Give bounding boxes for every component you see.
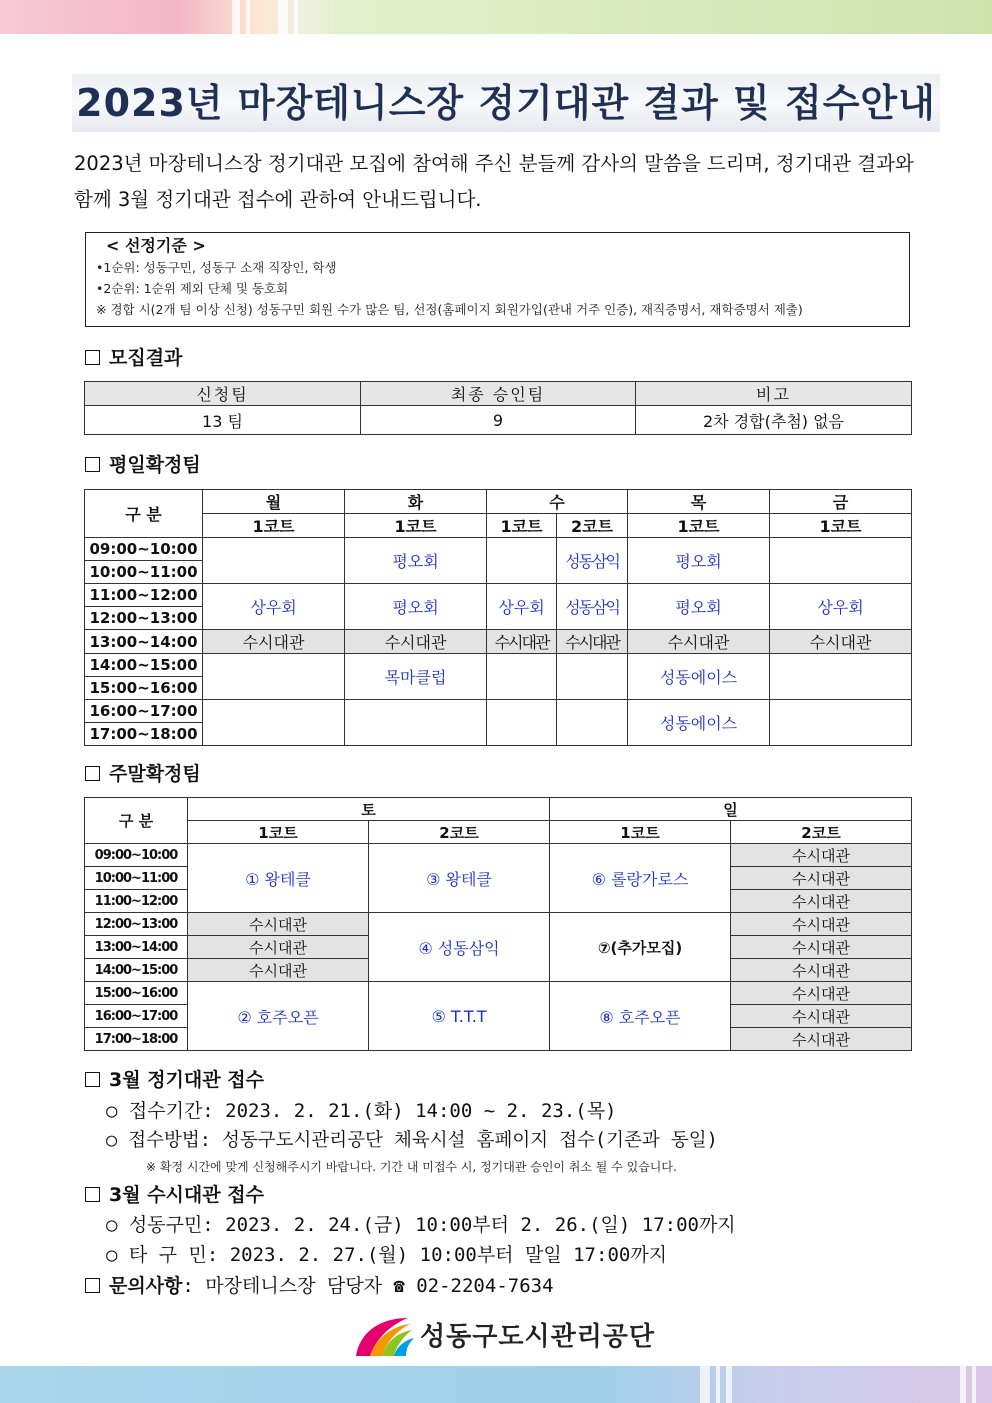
table-header: 신청팀 <box>85 382 361 406</box>
section-recruit-heading: 모집결과 <box>85 343 182 370</box>
day-header: 일 <box>550 798 912 821</box>
open-rental-cell: 수시대관 <box>731 844 912 867</box>
day-header: 화 <box>345 490 487 514</box>
open-rental-cell: 수시대관 <box>731 1028 912 1051</box>
regular-method-line: ○ 접수방법: 성동구도시관리공단 체육시설 홈페이지 접수(기존과 동일) <box>106 1130 718 1151</box>
team-cell: 성동에이스 <box>628 654 770 700</box>
team-cell: 평오회 <box>345 538 487 584</box>
court-header: 1코트 <box>203 514 345 538</box>
weekday-schedule-table <box>84 489 912 746</box>
selection-criteria-box <box>85 232 910 327</box>
time-cell: 15:00~16:00 <box>85 982 188 1005</box>
time-cell: 15:00~16:00 <box>85 677 203 700</box>
court-header: 1코트 <box>628 514 770 538</box>
team-cell: 성동삼익 <box>557 584 628 630</box>
open-rental-cell: 수시대관 <box>731 913 912 936</box>
court-header: 2코트 <box>369 821 550 844</box>
court-header: 1코트 <box>770 514 912 538</box>
time-cell: 16:00~17:00 <box>85 700 203 723</box>
open-resident-line: ○ 성동구민: 2023. 2. 24.(금) 10:00부터 2. 26.(일) 17:00까지 <box>106 1214 736 1236</box>
criteria-line: •2순위: 1순위 제외 단체 및 동호회 <box>96 281 289 296</box>
open-rental-cell: 수시대관 <box>345 630 487 654</box>
team-cell: ② 호주오픈 <box>188 982 369 1051</box>
open-rental-cell: 수시대관 <box>487 630 557 654</box>
checkbox-square-icon <box>85 1278 100 1293</box>
time-cell: 17:00~18:00 <box>85 723 203 746</box>
empty-cell <box>557 700 628 746</box>
table-header: 최종 승인팀 <box>361 382 636 406</box>
org-logo-text: 성동구도시관리공단 <box>420 1322 656 1352</box>
bottom-decorative-band <box>0 1366 992 1403</box>
open-rental-cell: 수시대관 <box>188 959 369 982</box>
team-cell: ⑥ 롤랑가로스 <box>550 844 731 913</box>
time-cell: 10:00~11:00 <box>85 867 188 890</box>
open-other-line: ○ 타 구 민: 2023. 2. 27.(월) 10:00부터 말일 17:00까지 <box>106 1244 668 1266</box>
table-corner: 구 분 <box>85 490 203 538</box>
team-cell: 성동삼익 <box>557 538 628 584</box>
team-cell: ⑧ 호주오픈 <box>550 982 731 1051</box>
court-header: 1코트 <box>345 514 487 538</box>
time-cell: 09:00~10:00 <box>85 538 203 561</box>
time-cell: 12:00~13:00 <box>85 607 203 630</box>
empty-cell <box>770 538 912 584</box>
time-cell: 14:00~15:00 <box>85 654 203 677</box>
team-cell: 성동에이스 <box>628 700 770 746</box>
contact-text: : 마장테니스장 담당자 ☎ 02-2204-7634 <box>182 1275 554 1297</box>
time-cell: 11:00~12:00 <box>85 890 188 913</box>
empty-cell <box>557 654 628 700</box>
time-cell: 17:00~18:00 <box>85 1028 188 1051</box>
open-rental-cell: 수시대관 <box>731 890 912 913</box>
empty-cell <box>487 538 557 584</box>
open-rental-cell: 수시대관 <box>731 867 912 890</box>
contact-heading: 문의사항 <box>109 1275 183 1297</box>
checkbox-square-icon <box>85 457 100 472</box>
day-header: 월 <box>203 490 345 514</box>
team-cell: ③ 왕테클 <box>369 844 550 913</box>
criteria-line: ※ 경합 시(2개 팀 이상 신청) 성동구민 회원 수가 많은 팀, 선정(홈페이지 회원가입(관내 거주 인증), 재직증명서, 재학증명서 제출) <box>96 302 803 317</box>
court-header: 1코트 <box>550 821 731 844</box>
team-cell: 상우회 <box>487 584 557 630</box>
empty-cell <box>203 654 345 700</box>
table-cell: 9 <box>361 406 636 435</box>
open-rental-cell: 수시대관 <box>628 630 770 654</box>
day-header: 목 <box>628 490 770 514</box>
time-cell: 13:00~14:00 <box>85 936 188 959</box>
time-cell: 14:00~15:00 <box>85 959 188 982</box>
table-cell: 2차 경합(추첨) 없음 <box>636 406 912 435</box>
criteria-heading: < 선정기준 > <box>106 236 206 255</box>
section-march-open-heading: 3월 수시대관 접수 <box>85 1180 264 1207</box>
team-cell: 평오회 <box>345 584 487 630</box>
empty-cell <box>345 700 487 746</box>
team-cell: ⑦(추가모집) <box>550 913 731 982</box>
day-header: 토 <box>188 798 550 821</box>
open-rental-cell: 수시대관 <box>731 959 912 982</box>
checkbox-square-icon <box>85 1072 100 1087</box>
team-cell: 평오회 <box>628 538 770 584</box>
time-cell: 10:00~11:00 <box>85 561 203 584</box>
court-header: 1코트 <box>188 821 369 844</box>
court-header: 2코트 <box>731 821 912 844</box>
day-header: 금 <box>770 490 912 514</box>
team-cell: 평오회 <box>628 584 770 630</box>
empty-cell <box>203 700 345 746</box>
empty-cell <box>487 654 557 700</box>
empty-cell <box>770 654 912 700</box>
regular-period-line: ○ 접수기간: 2023. 2. 21.(화) 14:00 ~ 2. 23.(목) <box>106 1100 617 1122</box>
table-cell: 13 팀 <box>85 406 361 435</box>
weekend-schedule-table <box>84 797 912 1051</box>
section-weekend-heading: 주말확정팀 <box>85 759 201 786</box>
open-rental-cell: 수시대관 <box>731 1005 912 1028</box>
team-cell: ① 왕테클 <box>188 844 369 913</box>
recruit-result-table <box>84 381 912 435</box>
checkbox-square-icon <box>85 350 100 365</box>
checkbox-square-icon <box>85 766 100 781</box>
open-rental-cell: 수시대관 <box>188 913 369 936</box>
criteria-line: •1순위: 성동구민, 성동구 소재 직장인, 학생 <box>96 260 337 275</box>
open-rental-cell: 수시대관 <box>203 630 345 654</box>
team-cell: 상우회 <box>203 584 345 630</box>
top-decorative-band <box>0 0 992 34</box>
time-cell: 11:00~12:00 <box>85 584 203 607</box>
table-corner: 구 분 <box>85 798 188 844</box>
page-title: 2023년 마장테니스장 정기대관 결과 및 접수안내 <box>72 74 940 132</box>
open-rental-cell: 수시대관 <box>188 936 369 959</box>
section-march-regular-heading: 3월 정기대관 접수 <box>85 1065 264 1092</box>
empty-cell <box>770 700 912 746</box>
court-header: 2코트 <box>557 514 628 538</box>
team-cell: 상우회 <box>770 584 912 630</box>
open-rental-cell: 수시대관 <box>557 630 628 654</box>
section-contact <box>85 1271 554 1298</box>
empty-cell <box>203 538 345 584</box>
empty-cell <box>487 700 557 746</box>
checkbox-square-icon <box>85 1187 100 1202</box>
team-cell: ⑤ T.T.T <box>369 982 550 1051</box>
time-cell: 12:00~13:00 <box>85 913 188 936</box>
day-header: 수 <box>487 490 628 514</box>
intro-paragraph: 2023년 마장테니스장 정기대관 모집에 참여해 주신 분들께 감사의 말씀을 드리며, 정기대관 결과와 함께 3월 정기대관 접수에 관하여 안내드립니다. <box>74 152 914 211</box>
time-cell: 13:00~14:00 <box>85 630 203 654</box>
open-rental-cell: 수시대관 <box>731 982 912 1005</box>
team-cell: ④ 성동삼익 <box>369 913 550 982</box>
court-header: 1코트 <box>487 514 557 538</box>
regular-note: ※ 확정 시간에 맞게 신청해주시기 바랍니다. 기간 내 미접수 시, 정기대관 승인이 취소 될 수 있습니다. <box>146 1160 677 1174</box>
section-weekday-heading: 평일확정팀 <box>85 450 201 477</box>
time-cell: 09:00~10:00 <box>85 844 188 867</box>
open-rental-cell: 수시대관 <box>731 936 912 959</box>
time-cell: 16:00~17:00 <box>85 1005 188 1028</box>
open-rental-cell: 수시대관 <box>770 630 912 654</box>
table-header: 비고 <box>636 382 912 406</box>
team-cell: 목마클럽 <box>345 654 487 700</box>
